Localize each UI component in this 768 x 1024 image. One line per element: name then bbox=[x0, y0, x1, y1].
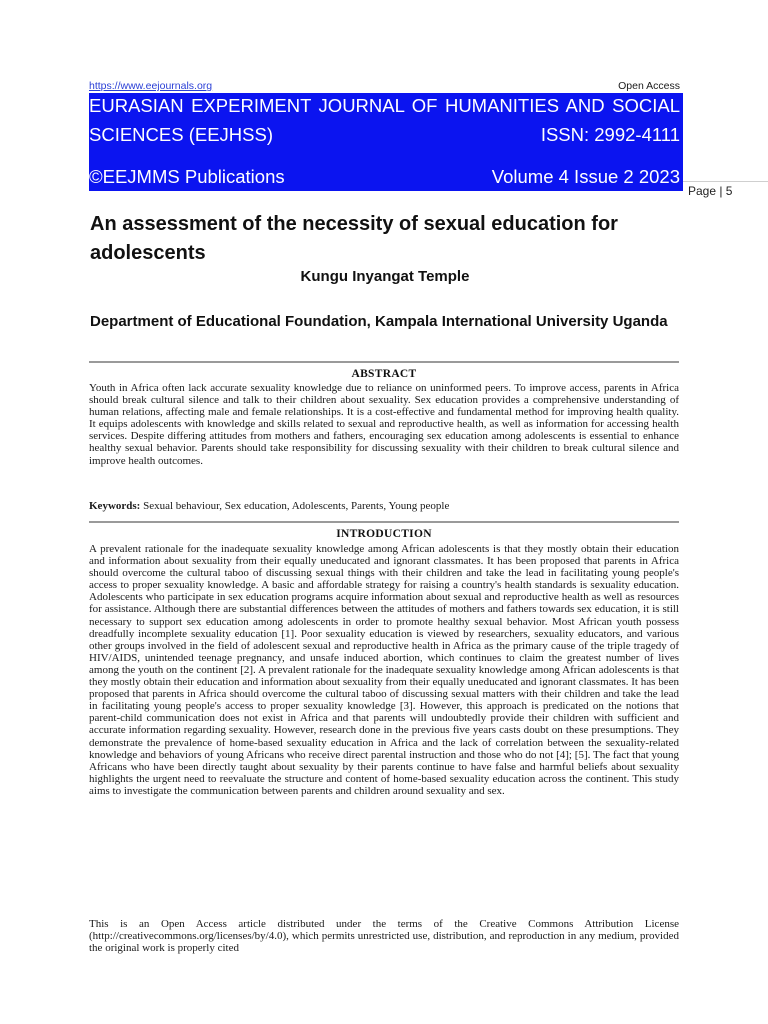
license-notice: This is an Open Access article distributed under the terms of the Creative Commons Attribution License (http://creativecommons.org/licenses/by/4.0), which permits unrestricted use, distribution, and reproduction in any medium, provided the original work is properly cited bbox=[89, 918, 679, 955]
journal-name-line2-row bbox=[89, 124, 680, 146]
article-title: An assessment of the necessity of sexual education for adolescents bbox=[90, 213, 618, 264]
author-name: Kungu Inyangat Temple bbox=[300, 268, 470, 285]
top-line bbox=[89, 80, 680, 93]
keywords-list: Sexual behaviour, Sex education, Adolescents, Parents, Young people bbox=[143, 500, 450, 512]
page-number: Page | 5 bbox=[688, 184, 733, 198]
introduction-heading: INTRODUCTION bbox=[336, 528, 432, 540]
introduction-text: A prevalent rationale for the inadequate sexuality knowledge among African adolescents is that they mostly obtain their education and information about sexuality from their equally uneducated and ignorant classmates. It has been proposed that parents in Africa should overcome the cultural taboo of discussing sexual things with their children and take the lead in facilitating young people's access to proper sexuality knowledge. A basic and affordable strategy for raising a country's health standards is sexuality education. Adolescents who participate in sex education programs acquire information about sexual and reproductive health as well as resources for assistance. Although there are substantial differences between the attitudes of mothers and fathers towards sex education, it is still necessary to support sex education among adolescents in order to promote healthy sexual behavior. Most African youth possess dreadfully incomplete sexuality education [1]. Poor sexuality education is viewed by researchers, sexuality educators, and various other groups involved in the field of adolescent sexual and reproductive health in Africa as the primary cause of the triple tragedy of HIV/AIDS, unintended teenage pregnancy, and unsafe induced abortion, which continues to claim the greatest number of lives among the youth on the continent [2]. A prevalent rationale for the inadequate sexuality knowledge among African adolescents is that they mostly obtain their education and information about sexuality from their equally uneducated and ignorant classmates. It has been proposed that parents in Africa should overcome the cultural taboo of discussing sexual matters with their children and take the lead in facilitating young people's access to proper sexuality knowledge [3]. However, this approach is predicated on the notions that parent-child communication does not exist in Africa and that parents will undoubtedly provide their children with sufficient and accurate information regarding sexuality. However, research done in the previous five years casts doubt on these presumptions. They demonstrate the prevalence of home-based sexuality education in Africa and the lack of correlation between the sexuality-related knowledge and behaviors of young Africans who receive direct parental instruction and those who do not [4]; [5]. The fact that young Africans who have been directly taught about sexuality by their parents continue to have false and harmful beliefs about sexuality highlights the urgent need to reevaluate the structure and content of home-based sexuality education across the continent. This study aims to investigate the communication between parents and children around sexuality and sex. bbox=[89, 543, 679, 797]
journal-banner bbox=[89, 93, 683, 191]
page-divider bbox=[683, 181, 768, 182]
keywords bbox=[89, 500, 679, 512]
issn: ISSN: 2992-4111 bbox=[540, 124, 680, 145]
keywords-label: Keywords: bbox=[89, 500, 141, 512]
author-affiliation: Department of Educational Foundation, Kampala International University Uganda bbox=[90, 313, 668, 330]
journal-name-line1: EURASIAN EXPERIMENT JOURNAL OF HUMANITIES AND SOCIAL bbox=[89, 95, 680, 116]
journal-name-line2: SCIENCES (EEJHSS) bbox=[89, 124, 274, 145]
publisher: ©EEJMMS Publications bbox=[89, 166, 285, 187]
abstract-top-rule bbox=[89, 361, 679, 363]
abstract-text: Youth in Africa often lack accurate sexuality knowledge due to reliance on uninformed peers. To improve access, parents in Africa should break cultural silence and talk to their children about sexuality. Sex education provides a comprehensive understanding of human relations, affecting male and female relationships. It is a cost-effective and fundamental method for improving health quality. It equips adolescents with knowledge and skills related to sexual and reproductive health, as well as information for accessing health services. Despite differing attitudes from mothers and fathers, encouraging sex education among adolescents is essential to enhance healthy sexual behavior. Parents should take responsibility for discussing sexuality with their children to break cultural silence and improve health outcomes. bbox=[89, 382, 679, 467]
publisher-row bbox=[89, 166, 680, 188]
open-access-label: Open Access bbox=[618, 80, 680, 92]
abstract-heading: ABSTRACT bbox=[351, 368, 417, 380]
introduction-top-rule bbox=[89, 521, 679, 523]
journal-url-link[interactable]: https://www.eejournals.org bbox=[89, 80, 213, 92]
volume-issue: Volume 4 Issue 2 2023 bbox=[491, 166, 680, 187]
